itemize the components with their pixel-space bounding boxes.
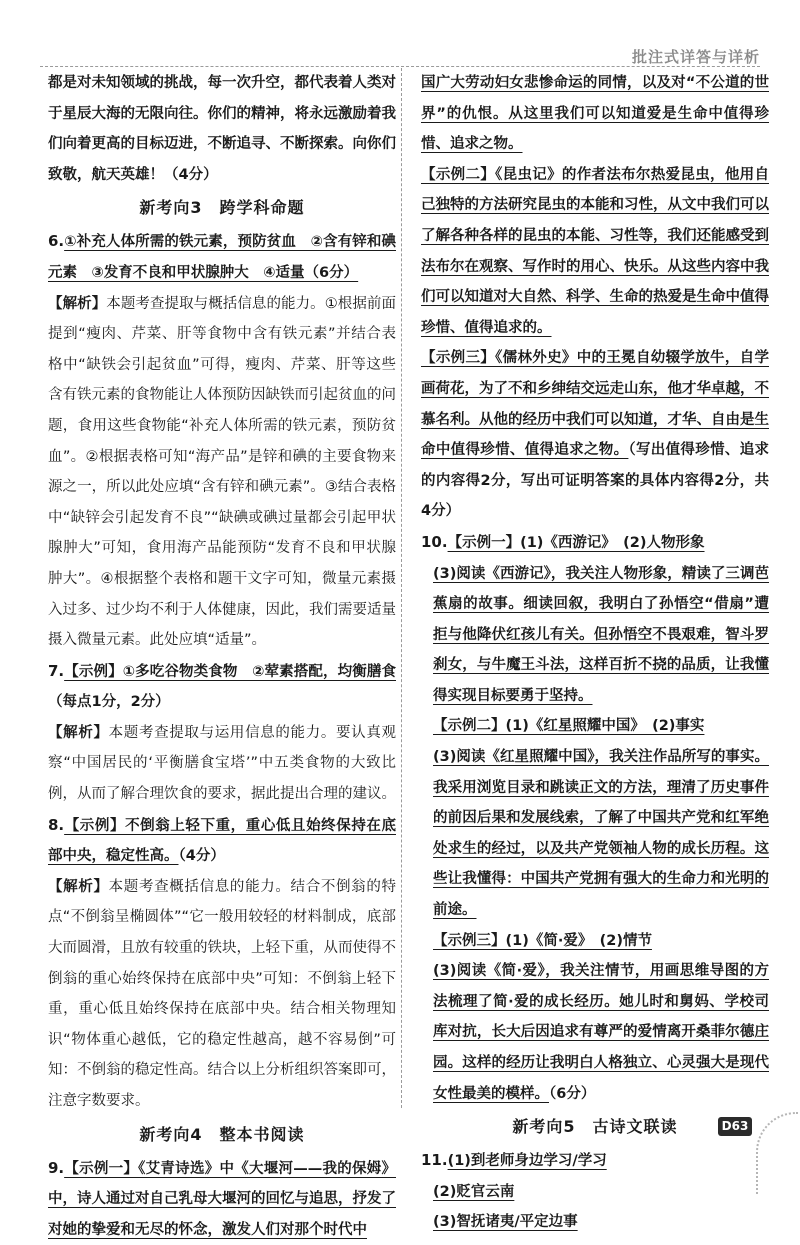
question-7: [48, 656, 396, 718]
analysis-label: 【解析】: [48, 878, 109, 895]
example-3: 【示例三】《儒林外史》中的王冕自幼辍学放牛，自学画荷花，为了不和乡绅结交远走山东，他才华卓越，不慕名利。从他的经历中我们可以知道，才华、自由是生命中值得珍惜、值得追求之物。: [421, 350, 769, 459]
example-2: 【示例二】《昆虫记》的作者法布尔热爱昆虫，他用自己独特的方法研究昆虫的本能和习性，从文中我们可以了解各种各样的昆虫的本能、习性等，我们还能感受到法布尔在观察、写作时的用心、快乐。从这些内容中我们可以知道对大自然、科学、生命的热爱是生命中值得珍惜、值得追求的。: [421, 166, 769, 336]
analysis-label: 【解析】: [48, 295, 107, 312]
analysis-text: 本题考查提取与运用信息的能力。要认真观察“中国居民的‘平衡膳食宝塔’”中五类食物的大致比例，从而了解合理饮食的要求，据此提出合理的建议。: [48, 724, 397, 803]
section-heading-4: 新考向4 整本书阅读: [139, 1124, 305, 1144]
question-11: [421, 1145, 769, 1177]
score: （4分）: [178, 848, 225, 865]
analysis-label: 【解析】: [48, 724, 109, 741]
analysis-text: 本题考查概括信息的能力。结合不倒翁的特点“不倒翁呈椭圆体”“它一般用较轻的材料制成，底部大而圆滑，且放有较重的铁块，上轻下重，从而使得不倒翁的重心始终保持在底部中央”可知：不倒翁上轻下重，重心低且始终保持在底部中央。结合相关物理知识“物体重心越低，它的稳定性越高，越不容易倒”可知：不倒翁的稳定性高。结合以上分析组织答案即可，注意字数要求。: [48, 878, 397, 1109]
question-6: [48, 226, 396, 288]
answer: 【示例】①多吃谷物类食物 ②荤素搭配，均衡膳食: [64, 663, 396, 680]
header-divider: [40, 66, 760, 67]
intro-paragraph: 都是对未知领域的挑战，每一次升空，都代表着人类对于星辰大海的无限向往。你们的精神，将永远激励着我们向着更高的目标迈进，不断追寻、不断探索。向你们致敬，航天英雄！（4分）: [48, 75, 396, 183]
example-2-body: (3)阅读《红星照耀中国》，我关注作品所写的事实。我采用浏览目录和跳读正文的方法，理清了历史事件的前因后果和发展线索，了解了中国共产党和红军绝处求生的经过，以及共产党领袖人物的成长历程。这些让我懂得：中国共产党拥有强大的生命力和光明的前途。: [433, 749, 769, 919]
answer-item: (2)贬官云南: [433, 1183, 515, 1200]
answer: 【示例一】《艾青诗选》中《大堰河——我的保姆》中，诗人通过对自己乳母大堰河的回忆与追思，抒发了对她的挚爱和无尽的怀念，激发人们对那个时代中: [48, 1160, 396, 1238]
answer-item-row: [421, 1177, 769, 1208]
column-divider: [401, 68, 402, 1108]
header-label: 批注式详答与详析: [631, 48, 760, 66]
answer-item: (3)智抚诸夷/平定边事: [433, 1214, 578, 1231]
example-3-block: [421, 343, 769, 527]
score: （6分）: [549, 1085, 596, 1102]
example-2-heading: 【示例二】(1)《红星照耀中国》 (2)事实: [433, 718, 705, 735]
example-1-heading: 【示例一】(1)《西游记》 (2)人物形象: [447, 534, 705, 551]
page-number-badge: D63: [718, 1117, 752, 1136]
answer: ①补充人体所需的铁元素，预防贫血 ②含有锌和碘元素 ③发育不良和甲状腺肿大 ④适量（6分）: [48, 234, 396, 281]
analysis-6: [48, 289, 396, 656]
answer-item: (1)到老师身边学习/学习: [447, 1153, 607, 1170]
question-number: 6.: [48, 232, 65, 251]
answer-item-row: [421, 1207, 769, 1238]
question-number: 8.: [48, 815, 65, 834]
answer: 【示例】不倒翁上轻下重，重心低且始终保持在底部中央，稳定性高。: [48, 817, 396, 865]
score: （每点1分，2分）: [48, 694, 170, 711]
question-9: [48, 1153, 396, 1245]
example-3-body: (3)阅读《简·爱》，我关注情节，用画思维导图的方法梳理了简·爱的成长经历。她儿时和舅妈、学校司库对抗，长大后因追求有尊严的爱情离开桑菲尔德庄园。这样的经历让我明白人格独立、心灵强大是现代女性最美的模样。: [433, 963, 769, 1102]
question-number: 9.: [48, 1158, 65, 1177]
example-3-body-block: [421, 956, 769, 1109]
example-3-heading: 【示例三】(1)《简·爱》 (2)情节: [433, 932, 652, 949]
question-10: [421, 527, 769, 559]
section-heading-5: 新考向5 古诗文联读: [512, 1117, 678, 1137]
left-column: [48, 68, 396, 1245]
question-8: [48, 810, 396, 872]
example-1-body: (3)阅读《西游记》，我关注人物形象，精读了三调芭蕉扇的故事。细读回叙，我明白了孙悟空“借扇”遭拒与他降伏红孩儿有关。但孙悟空不畏艰难，智斗罗刹女，与牛魔王斗法，这样百折不挠的品质，让我懂得实现目标要勇于坚持。: [433, 565, 769, 704]
question-number: 7.: [48, 661, 65, 680]
right-column: [421, 68, 769, 1238]
analysis-7: [48, 718, 396, 810]
section-heading-3: 新考向3 跨学科命题: [139, 198, 305, 218]
score: （写出值得珍惜、追求的内容得2分，写出可证明答案的具体内容得2分，共4分）: [421, 442, 770, 520]
analysis-text: 本题考查提取与概括信息的能力。①根据前面提到“瘦肉、芹菜、肝等食物中含有铁元素”并结合表格中“缺铁会引起贫血”可得，瘦肉、芹菜、肝等这些含有铁元素的食物能让人体预防因缺铁而引起贫血的问题，食用这些食物能“补充人体所需的铁元素，预防贫血”。②根据表格可知“海产品”是锌和碘的主要食物来源之一，所以此处应填“含有锌和碘元素”。③结合表格中“缺锌会引起发育不良”“缺碘或碘过量都会引起甲状腺肿大”可知，食用海产品能预防“发育不良和甲状腺肿大”。④根据整个表格和题干文字可知，微量元素摄入过多、过少均不利于人体健康，因此，我们需要适量摄入微量元素。此处应填“适量”。: [48, 295, 397, 649]
analysis-8: [48, 872, 396, 1117]
question-number: 10.: [421, 532, 448, 551]
question-number: 11.: [421, 1151, 448, 1170]
question-9-continued: 国广大劳动妇女悲惨命运的同情，以及对“不公道的世界”的仇恨。从这里我们可以知道爱是生命中值得珍惜、追求之物。: [421, 75, 769, 153]
